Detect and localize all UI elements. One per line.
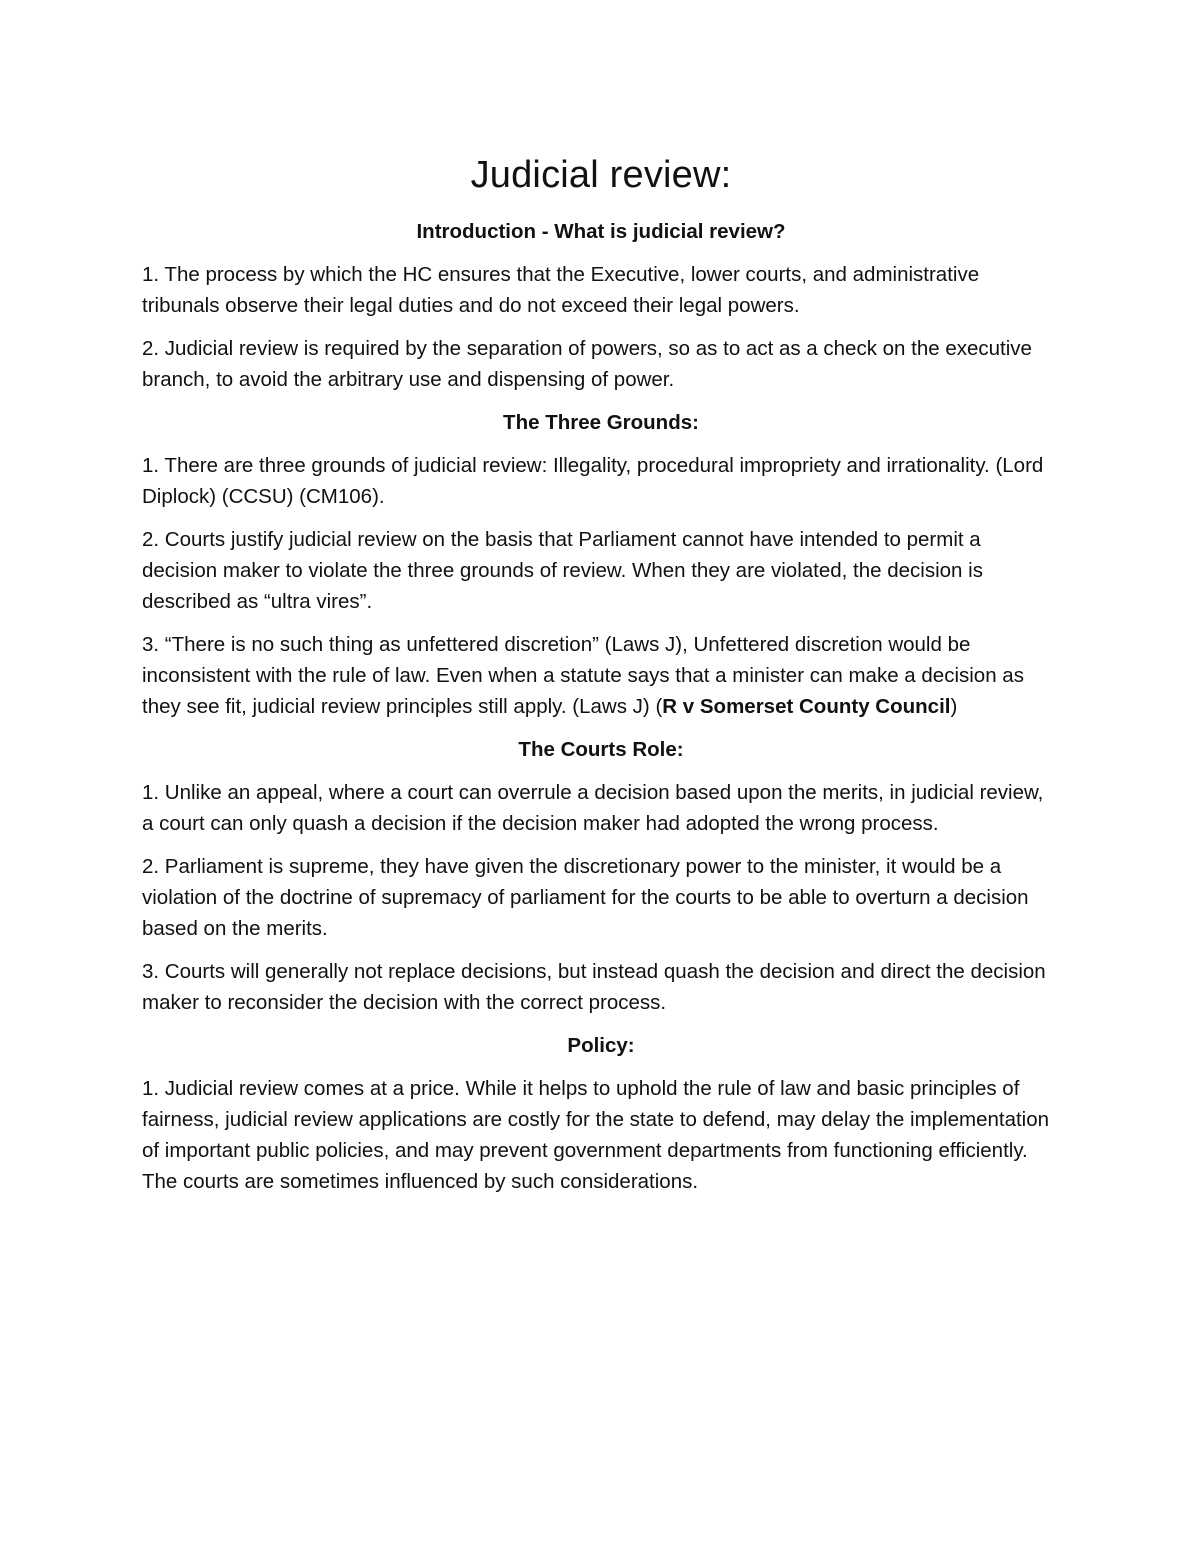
section-policy (142, 1030, 1060, 1197)
document-title: Judicial review: (470, 154, 732, 196)
paragraph: 2. Courts justify judicial review on the basis that Parliament cannot have intended to permit a decision maker to violate the three grounds of review. When they are violated, the decision is described as “ultra vires”. (142, 528, 983, 613)
paragraph: 1. Unlike an appeal, where a court can overrule a decision based upon the merits, in judicial review, a court can only quash a decision if the decision maker had adopted the wrong process. (142, 781, 1044, 835)
paragraph: 2. Parliament is supreme, they have given the discretionary power to the minister, it would be a violation of the doctrine of supremacy of parliament for the courts to be able to overturn a decision based on the merits. (142, 855, 1029, 940)
section-courts-role (142, 734, 1060, 1018)
paragraph: 3. Courts will generally not replace decisions, but instead quash the decision and direct the decision maker to reconsider the decision with the correct process. (142, 960, 1046, 1014)
section-heading: The Courts Role: (518, 738, 684, 761)
paragraph: 1. There are three grounds of judicial review: Illegality, procedural impropriety and irrationality. (Lord Diplock) (CCSU) (CM106). (142, 454, 1044, 508)
paragraph (142, 629, 1060, 722)
paragraph-text: 3. “There is no such thing as unfettered discretion” (Laws J), Unfettered discretion would be inconsistent with the rule of law. Even when a statute says that a minister can make a decision as they see fit, judicial review principles still apply. (Laws J) ( (142, 633, 1024, 718)
section-heading: Policy: (567, 1034, 635, 1057)
section-heading: The Three Grounds: (503, 411, 699, 434)
section-introduction (142, 216, 1060, 395)
paragraph: 1. Judicial review comes at a price. While it helps to uphold the rule of law and basic principles of fairness, judicial review applications are costly for the state to defend, may delay the implementation of important public policies, and may prevent government departments from functioning efficiently. The courts are sometimes influenced by such considerations. (142, 1077, 1050, 1193)
section-three-grounds (142, 407, 1060, 722)
paragraph-text: ) (950, 695, 958, 718)
case-citation: R v Somerset County Council (662, 695, 951, 718)
paragraph: 2. Judicial review is required by the separation of powers, so as to act as a check on the executive branch, to avoid the arbitrary use and dispensing of power. (142, 337, 1032, 391)
paragraph: 1. The process by which the HC ensures that the Executive, lower courts, and administrative tribunals observe their legal duties and do not exceed their legal powers. (142, 263, 980, 317)
section-heading: Introduction - What is judicial review? (416, 220, 786, 243)
